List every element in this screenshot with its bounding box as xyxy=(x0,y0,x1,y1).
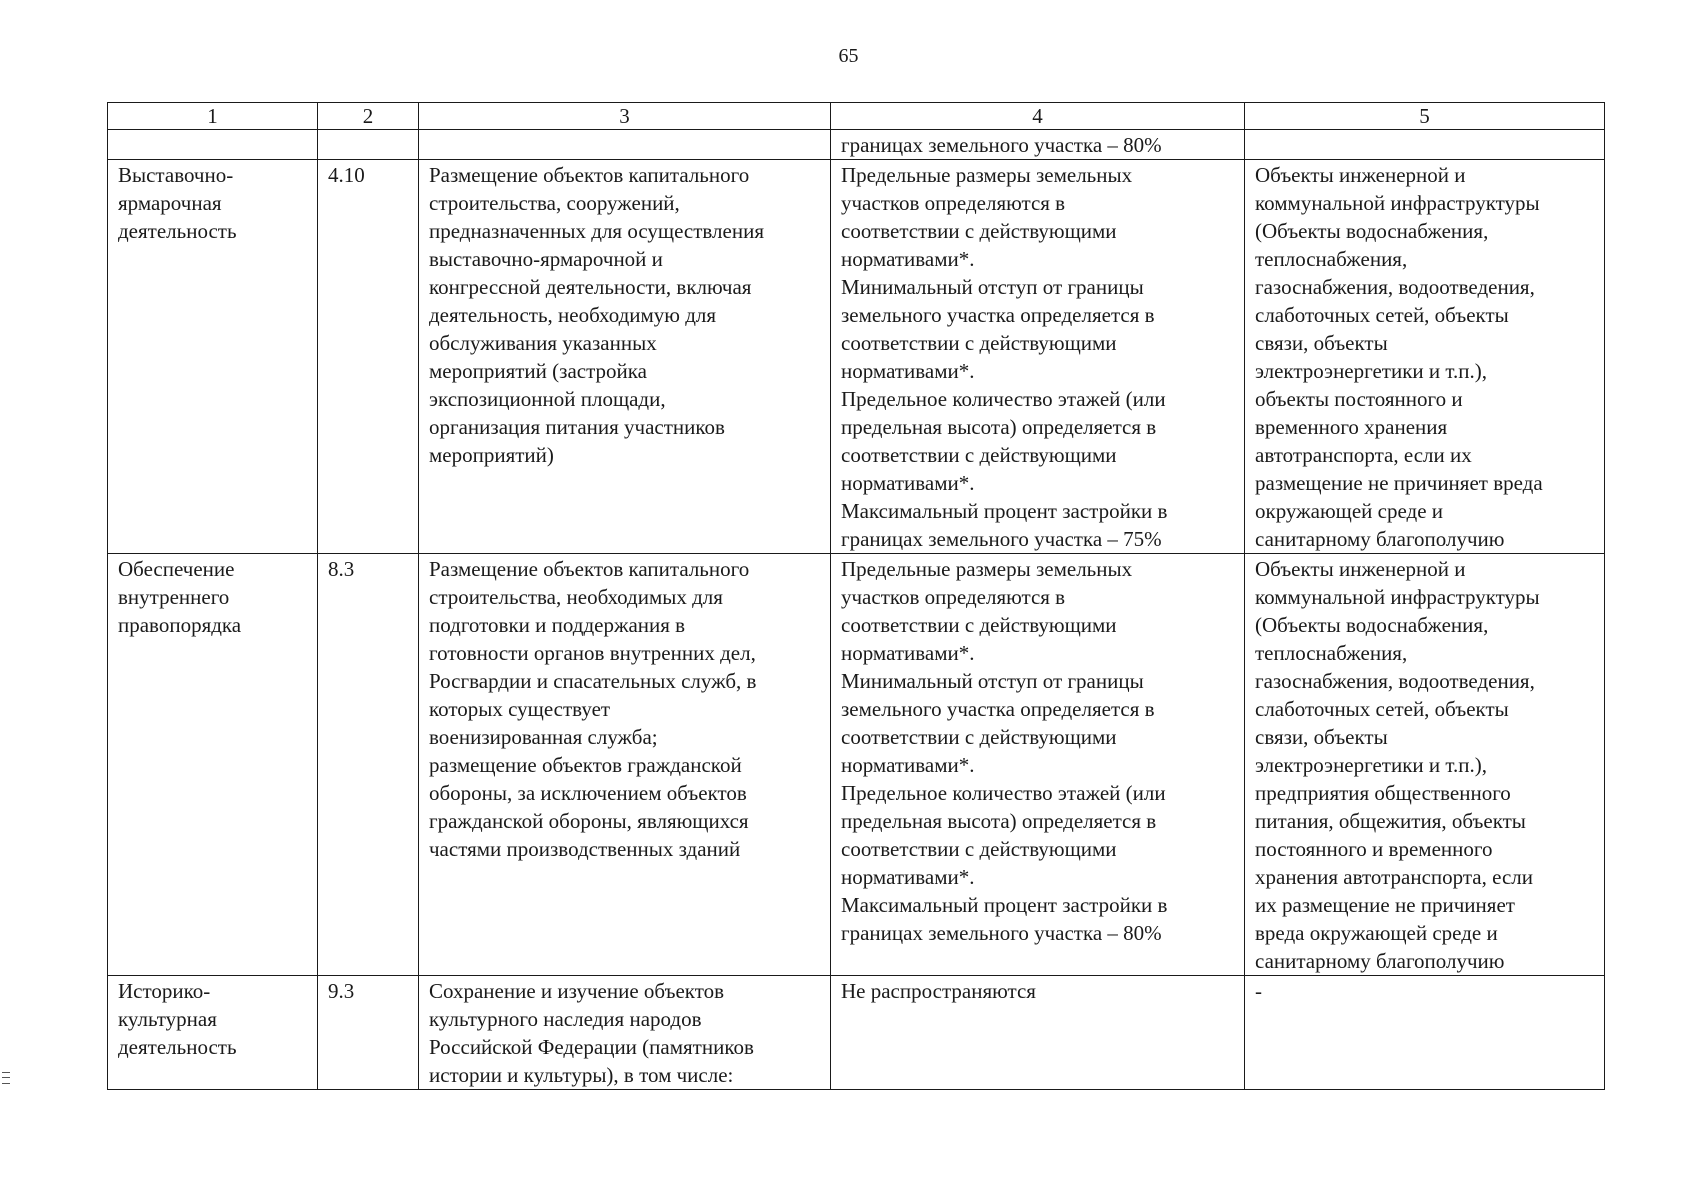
cont-cell-name xyxy=(108,130,318,160)
use-code-cell: 9.3 xyxy=(318,976,419,1090)
auxiliary-uses-cell: Объекты инженерной и коммунальной инфраструктуры (Объекты водоснабжения, теплоснабжения, газоснабжения, водоотведения, слаботочных сетей, объекты связи, объекты электроэнергетики и т.п.), предприятия общественного питания, общежития, объекты постоянного и временного хранения автотранспорта, если их размещение не причиняет вреда окружающей среде и санитарному благополучию xyxy=(1245,554,1605,976)
column-header-3: 3 xyxy=(419,103,831,130)
column-header-4: 4 xyxy=(831,103,1245,130)
continuation-row xyxy=(108,130,1605,160)
use-description-cell: Сохранение и изучение объектов культурного наследия народов Российской Федерации (памятников истории и культуры), в том числе: xyxy=(419,976,831,1090)
use-description-cell: Размещение объектов капитального строительства, сооружений, предназначенных для осуществления выставочно-ярмарочной и конгрессной деятельности, включая деятельность, необходимую для обслуживания указанных мероприятий (застройка экспозиционной площади, организация питания участников мероприятий) xyxy=(419,160,831,554)
table-row xyxy=(108,976,1605,1090)
column-header-1: 1 xyxy=(108,103,318,130)
auxiliary-uses-cell: - xyxy=(1245,976,1605,1090)
column-header-2: 2 xyxy=(318,103,419,130)
use-name-cell: Выставочно- ярмарочная деятельность xyxy=(108,160,318,554)
parameters-cell: Не распространяются xyxy=(831,976,1245,1090)
cont-cell-auxiliary xyxy=(1245,130,1605,160)
land-use-table xyxy=(107,102,1605,1090)
use-name-cell: Историко- культурная деятельность xyxy=(108,976,318,1090)
cont-cell-description xyxy=(419,130,831,160)
use-description-cell: Размещение объектов капитального строительства, необходимых для подготовки и поддержания в готовности органов внутренних дел, Росгвардии и спасательных служб, в которых существует военизированная служба; размещение объектов гражданской обороны, за исключением объектов гражданской обороны, являющихся частями производственных зданий xyxy=(419,554,831,976)
page-number: 65 xyxy=(838,45,859,67)
use-code-cell: 8.3 xyxy=(318,554,419,976)
cont-cell-code xyxy=(318,130,419,160)
auxiliary-uses-cell: Объекты инженерной и коммунальной инфраструктуры (Объекты водоснабжения, теплоснабжения, газоснабжения, водоотведения, слаботочных сетей, объекты связи, объекты электроэнергетики и т.п.), объекты постоянного и временного хранения автотранспорта, если их размещение не причиняет вреда окружающей среде и санитарному благополучию xyxy=(1245,160,1605,554)
parameters-cell: Предельные размеры земельных участков определяются в соответствии с действующими нормативами*. Минимальный отступ от границы земельного участка определяется в соответствии с действующими нормативами*. Предельное количество этажей (или предельная высота) определяется в соответствии с действующими нормативами*. Максимальный процент застройки в границах земельного участка – 75% xyxy=(831,160,1245,554)
scan-margin-mark xyxy=(2,1072,10,1084)
parameters-cell: Предельные размеры земельных участков определяются в соответствии с действующими нормативами*. Минимальный отступ от границы земельного участка определяется в соответствии с действующими нормативами*. Предельное количество этажей (или предельная высота) определяется в соответствии с действующими нормативами*. Максимальный процент застройки в границах земельного участка – 80% xyxy=(831,554,1245,976)
use-code-cell: 4.10 xyxy=(318,160,419,554)
use-name-cell: Обеспечение внутреннего правопорядка xyxy=(108,554,318,976)
cont-cell-parameters: границах земельного участка – 80% xyxy=(831,130,1245,160)
column-header-5: 5 xyxy=(1245,103,1605,130)
table-row xyxy=(108,160,1605,554)
table-header-row xyxy=(108,103,1605,130)
table-row xyxy=(108,554,1605,976)
